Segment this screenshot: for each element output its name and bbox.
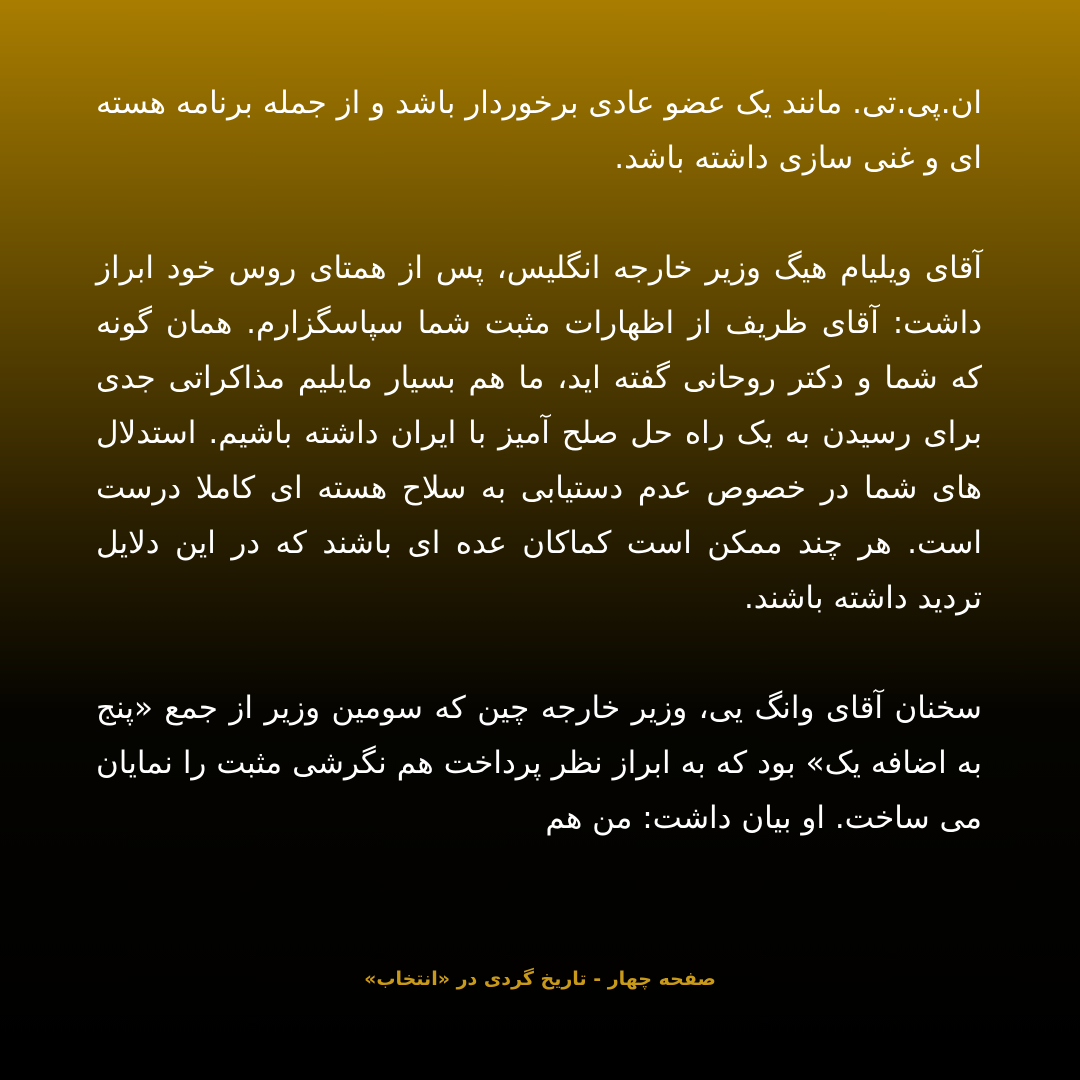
paragraph-spacer — [96, 626, 982, 681]
paragraph-1: ان.پی.تی. مانند یک عضو عادی برخوردار باشد و از جمله برنامه هسته ای و غنی سازی داشته باشد. — [96, 85, 982, 176]
article-body — [96, 76, 982, 846]
paragraph-3: سخنان آقای وانگ یی، وزیر خارجه چین که سومین وزیر از جمع «پنج به اضافه یک» بود که به ابراز نظر پرداخت هم نگرشی مثبت را نمایان می ساخت. او بیان داشت: من هم — [96, 690, 982, 836]
page-footer-caption: صفحه چهار - تاریخ گردی در «انتخاب» — [364, 968, 716, 990]
paragraph-spacer — [96, 186, 982, 241]
paragraph-2: آقای ویلیام هیگ وزیر خارجه انگلیس، پس از همتای روس خود ابراز داشت: آقای ظریف از اظهارات مثبت شما سپاسگزارم. همان گونه که شما و دکتر روحانی گفته اید، ما هم بسیار مایلیم مذاکراتی جدی برای رسیدن به یک راه حل صلح آمیز با ایران داشته باشیم. استدلال های شما در خصوص عدم دستیابی به سلاح هسته ای کاملا درست است. هر چند ممکن است کماکان عده ای باشند که در این دلایل تردید داشته باشند. — [96, 250, 982, 616]
